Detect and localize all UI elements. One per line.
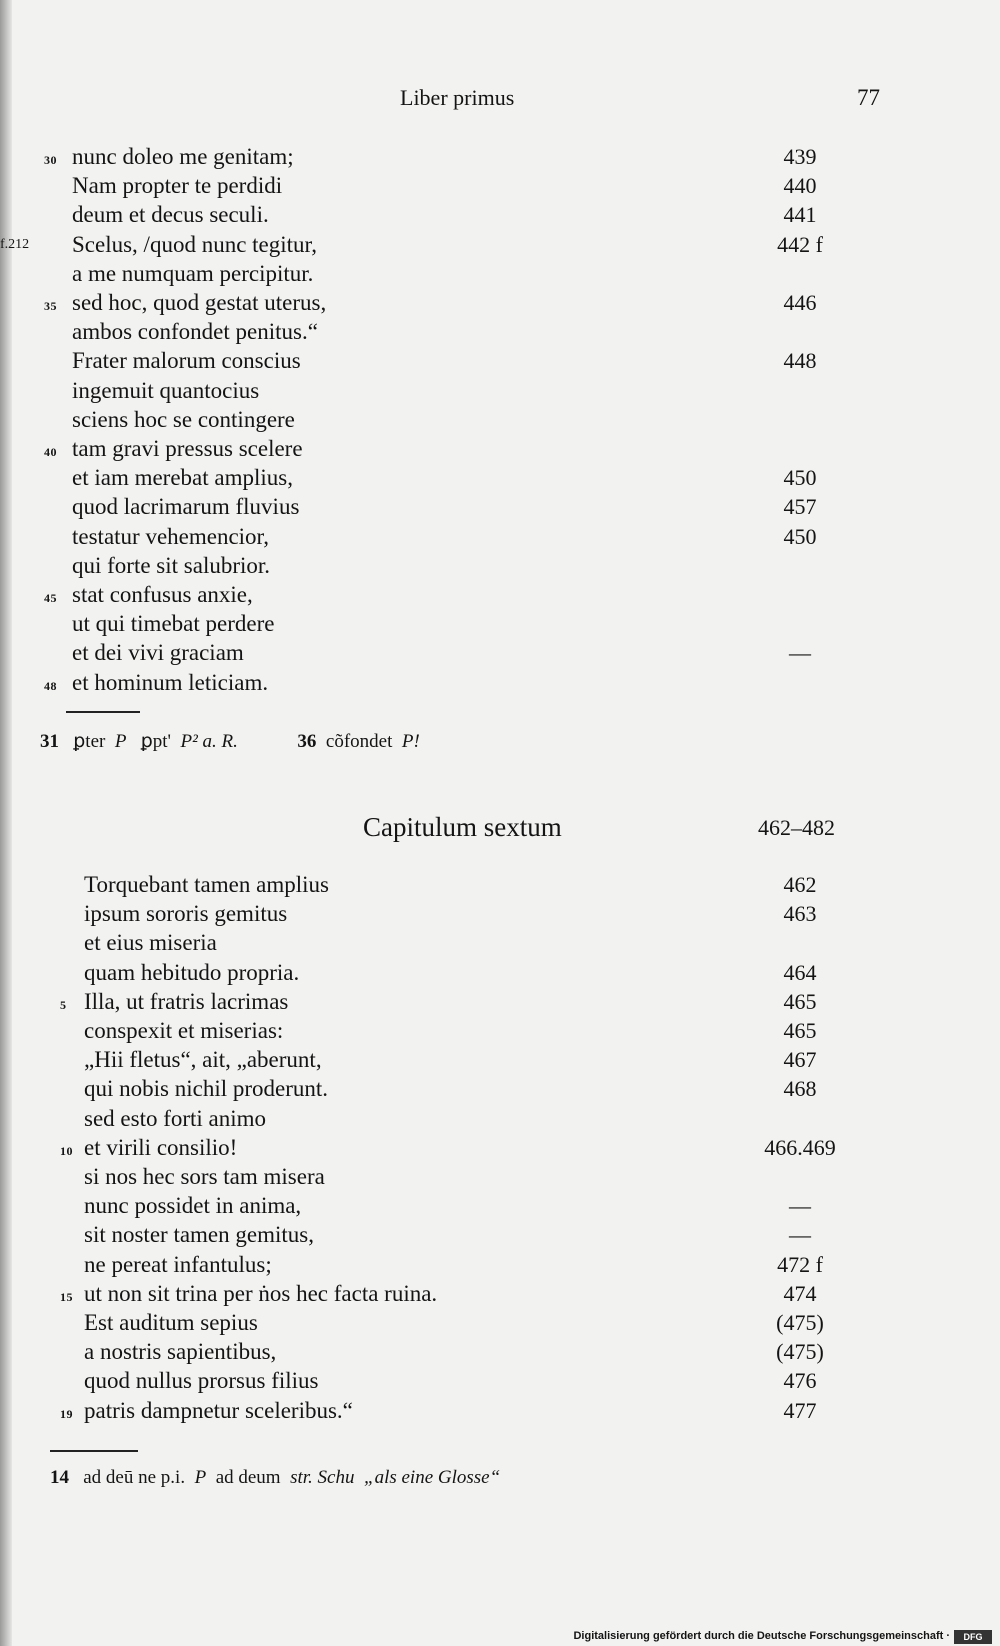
verse-reference: (475) xyxy=(776,1339,824,1365)
verse-text: Scelus, /quod nunc tegitur, xyxy=(72,231,318,257)
verse-text: qui forte sit salubrior. xyxy=(72,552,271,578)
verse-line xyxy=(0,173,1000,202)
verse-reference: 467 xyxy=(783,1047,817,1073)
verse-reference: 450 xyxy=(783,523,817,549)
verse-reference: 464 xyxy=(783,959,817,985)
verse-line xyxy=(0,319,1000,348)
verse-text: testatur vehemencior, xyxy=(72,523,270,549)
verse-text: quam hebitudo propria. xyxy=(84,959,300,985)
verse-reference: 442 f xyxy=(777,231,823,257)
verse-reference: 474 xyxy=(783,1280,817,1306)
apparatus-siglum: P! xyxy=(401,731,420,752)
verse-line xyxy=(0,1252,1000,1281)
verse-reference: 441 xyxy=(783,202,817,228)
verse-line xyxy=(0,290,1000,319)
verse-text: et hominum leticiam. xyxy=(72,669,269,695)
verse-text: sed esto forti animo xyxy=(84,1105,267,1131)
verse-line xyxy=(0,524,1000,553)
verse-line xyxy=(0,1339,1000,1368)
verse-reference: 463 xyxy=(783,901,817,927)
verse-line xyxy=(0,1368,1000,1397)
line-number: 30 xyxy=(44,153,57,167)
apparatus-reading: ꝑter xyxy=(73,731,106,752)
verse-reference: 448 xyxy=(783,348,817,374)
verse-text: et eius miseria xyxy=(84,930,217,956)
verse-reference: 439 xyxy=(783,144,817,169)
verse-line xyxy=(0,378,1000,407)
apparatus-siglum: P² a. R. xyxy=(180,731,238,752)
verse-line xyxy=(0,261,1000,290)
verse-line xyxy=(0,989,1000,1018)
verse-line xyxy=(0,1135,1000,1164)
chapter-range: 462–482 xyxy=(758,815,835,840)
verse-line xyxy=(0,1164,1000,1193)
verse-text: sit noster tamen gemitus, xyxy=(84,1222,314,1248)
apparatus-line-ref: 14 xyxy=(50,1467,69,1488)
verse-text: ut non sit trina per ṅos hec facta ruina. xyxy=(84,1280,438,1306)
verse-text: sed hoc, quod gestat uterus, xyxy=(72,290,327,315)
line-number: 45 xyxy=(44,591,57,605)
critical-apparatus-2 xyxy=(50,1467,500,1489)
verse-line xyxy=(0,465,1000,494)
verse-line xyxy=(0,1076,1000,1105)
line-number: 35 xyxy=(44,299,57,313)
dfg-logo: DFG xyxy=(954,1630,992,1644)
verse-line xyxy=(0,1193,1000,1222)
line-number: 19 xyxy=(60,1406,73,1421)
folio-marker: f.212 xyxy=(0,236,30,252)
verse-line xyxy=(0,1018,1000,1047)
verse-line xyxy=(0,348,1000,377)
verse-text: qui nobis nichil proderunt. xyxy=(84,1076,329,1102)
apparatus-reading: ad deū ne p.i. xyxy=(83,1467,186,1488)
verse-text: Illa, ut fratris lacrimas xyxy=(84,988,289,1014)
verse-reference: — xyxy=(789,1193,811,1219)
verse-line xyxy=(0,1398,1000,1427)
verse-text: et iam merebat amplius, xyxy=(72,465,293,491)
verse-text: conspexit et miserias: xyxy=(84,1018,284,1043)
verse-text: patris dampnetur sceleribus.“ xyxy=(84,1397,353,1423)
line-number: 10 xyxy=(60,1143,73,1158)
verse-text: tam gravi pressus scelere xyxy=(72,436,303,461)
verse-reference: 472 f xyxy=(777,1251,823,1277)
verse-reference: — xyxy=(789,1222,811,1248)
verse-reference: 446 xyxy=(783,290,817,315)
verse-line xyxy=(0,960,1000,989)
verse-reference: 477 xyxy=(783,1397,817,1423)
apparatus-line-ref: 31 xyxy=(40,731,59,752)
verse-text: stat confusus anxie, xyxy=(72,582,253,607)
footnote-rule-2 xyxy=(50,1450,138,1452)
verse-text: ipsum sororis gemitus xyxy=(84,901,288,927)
verse-line xyxy=(0,1310,1000,1339)
verse-line xyxy=(0,144,1000,173)
verse-text: ambos confondet penitus.“ xyxy=(72,319,318,345)
verse-text: Frater malorum conscius xyxy=(72,348,301,374)
verse-reference: 476 xyxy=(783,1368,817,1394)
apparatus-line-ref: 36 xyxy=(297,731,317,752)
critical-apparatus-1 xyxy=(40,730,420,753)
line-number: 48 xyxy=(44,678,57,693)
verse-text: quod lacrimarum fluvius xyxy=(72,494,300,520)
verse-reference: 468 xyxy=(783,1076,817,1102)
verse-text: Nam propter te perdidi xyxy=(72,173,283,199)
verse-text: Est auditum sepius xyxy=(84,1310,258,1335)
verse-line xyxy=(0,901,1000,930)
page-number: 77 xyxy=(857,85,880,110)
footnote-rule-1 xyxy=(66,711,140,713)
chapter-title: Capitulum sextum xyxy=(363,812,562,842)
verse-text: ut qui timebat perdere xyxy=(72,611,275,637)
verse-reference: 440 xyxy=(783,173,817,199)
running-header: Liber primus xyxy=(400,85,515,110)
verse-reference: 466.469 xyxy=(764,1134,836,1160)
verse-reference: 450 xyxy=(783,465,817,491)
verse-line xyxy=(0,611,1000,640)
verse-line xyxy=(0,930,1000,959)
verse-line xyxy=(0,494,1000,523)
verse-text: si nos hec sors tam misera xyxy=(84,1164,325,1189)
verse-reference: 462 xyxy=(783,872,817,897)
verse-reference: (475) xyxy=(776,1310,824,1335)
verse-line xyxy=(0,1281,1000,1310)
apparatus-siglum: P xyxy=(114,731,127,752)
verse-text: et virili consilio! xyxy=(84,1134,238,1160)
verse-line xyxy=(0,436,1000,465)
verse-text: ingemuit quantocius xyxy=(72,377,260,403)
verse-text: nunc possidet in anima, xyxy=(84,1193,302,1219)
apparatus-reading: ad deum xyxy=(215,1467,281,1488)
apparatus-siglum: P xyxy=(194,1467,207,1488)
verse-reference: 465 xyxy=(783,1018,817,1043)
digitization-credit: Digitalisierung gefördert durch die Deutsche Forschungsgemeinschaft · xyxy=(573,1630,950,1642)
verse-line xyxy=(0,1047,1000,1076)
verse-reference: 457 xyxy=(783,494,817,520)
verse-line xyxy=(0,232,1000,261)
verse-text: et dei vivi graciam xyxy=(72,640,244,666)
verse-text: ne pereat infantulus; xyxy=(84,1251,272,1277)
verse-line xyxy=(0,670,1000,699)
verse-line xyxy=(0,553,1000,582)
apparatus-note: str. Schu xyxy=(290,1467,355,1488)
verse-line xyxy=(0,407,1000,436)
line-number: 15 xyxy=(60,1289,73,1304)
verse-line xyxy=(0,1222,1000,1251)
verse-text: quod nullus prorsus filius xyxy=(84,1368,319,1394)
verse-text: sciens hoc se contingere xyxy=(72,406,295,432)
apparatus-reading: ꝑpt' xyxy=(140,731,171,752)
line-number: 40 xyxy=(44,445,57,459)
verse-line xyxy=(0,640,1000,669)
verse-text: a me numquam percipitur. xyxy=(72,260,314,286)
verse-text: a nostris sapientibus, xyxy=(84,1339,277,1365)
verse-reference: 465 xyxy=(783,988,817,1014)
line-number: 5 xyxy=(60,997,67,1012)
verse-reference: — xyxy=(789,640,811,666)
verse-text: „Hii fletus“, ait, „aberunt, xyxy=(84,1047,322,1073)
verse-text: nunc doleo me genitam; xyxy=(72,144,294,169)
verse-text: Torquebant tamen amplius xyxy=(84,872,329,897)
verse-line xyxy=(0,202,1000,231)
apparatus-reading: cõfondet xyxy=(325,731,393,752)
apparatus-quote: „als eine Glosse“ xyxy=(364,1467,501,1488)
verse-line xyxy=(0,872,1000,901)
verse-line xyxy=(0,1106,1000,1135)
verse-line xyxy=(0,582,1000,611)
verse-text: deum et decus seculi. xyxy=(72,202,269,228)
